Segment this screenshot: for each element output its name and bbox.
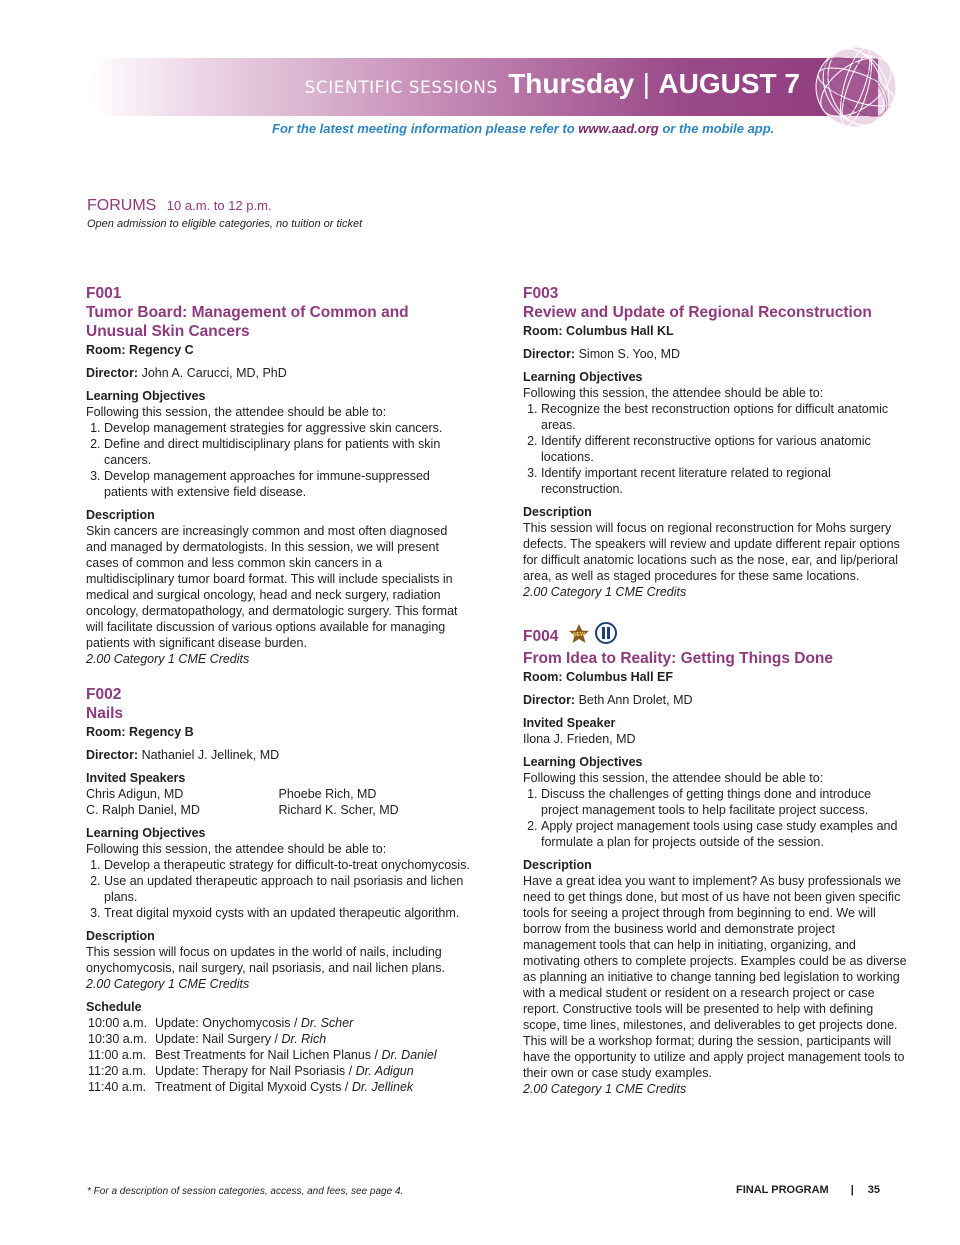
objective-item: 1. Develop a therapeutic strategy for difficult-to-treat onychomycosis. (104, 857, 471, 873)
description-heading: Description (523, 858, 592, 872)
page-number: 35 (867, 1184, 881, 1196)
header-banner (88, 58, 878, 116)
schedule-row: 11:00 a.m. Best Treatments for Nail Lichen Planus / Dr. Daniel (88, 1048, 437, 1062)
schedule-table (88, 1015, 437, 1095)
right-column (523, 284, 908, 1097)
objective-item: 3. Treat digital myxoid cysts with an updated therapeutic algorithm. (104, 905, 471, 921)
meeting-info-line (272, 121, 774, 136)
objectives-intro: Following this session, the attendee should be able to: (86, 405, 387, 419)
objectives-heading: Learning Objectives (523, 755, 643, 769)
objectives-list (86, 420, 471, 500)
new-badge-icon (567, 624, 591, 644)
footer-separator: | (850, 1184, 854, 1196)
objectives-intro: Following this session, the attendee should be able to: (523, 771, 824, 785)
session-director: Director: Nathaniel J. Jellinek, MD (86, 748, 280, 762)
description-heading: Description (86, 508, 155, 522)
date-label: AUGUST 7 (658, 68, 800, 99)
speaker-heading: Invited Speaker (523, 716, 616, 730)
speakers-heading: Invited Speakers (86, 771, 186, 785)
objective-item: 2. Use an updated therapeutic approach to nail psoriasis and lichen plans. (104, 873, 471, 905)
description-heading: Description (86, 929, 155, 943)
schedule-row: 10:30 a.m. Update: Nail Surgery / Dr. Rich (88, 1032, 327, 1046)
session-director: Director: Simon S. Yoo, MD (523, 347, 681, 361)
session-description: Skin cancers are increasingly common and most often diagnosed and managed by dermatologists. In this session, we will present cases of common and less common skin cancers in a multidisciplinary tumor board format. This will include specialists in medical and surgical oncology, head and neck surgery, radiation oncology, dermatopathology, and dermatologic surgery. This format will facilitate discussion of various options available for managing patients with significant disease burden. (86, 524, 458, 650)
info-suffix: or the mobile app. (662, 121, 775, 136)
day-label: Thursday (508, 68, 635, 99)
session-code: F004 (523, 628, 559, 645)
objectives-heading: Learning Objectives (523, 370, 643, 384)
objective-item: 3. Develop management approaches for immune-suppressed patients with extensive field disease. (104, 468, 471, 500)
session-room: Room: Columbus Hall EF (523, 670, 673, 684)
footer-page-info (736, 1184, 880, 1196)
schedule-row: 11:40 a.m. Treatment of Digital Myxoid Cysts / Dr. Jellinek (88, 1080, 414, 1094)
objectives-heading: Learning Objectives (86, 389, 206, 403)
banner-separator: | (642, 68, 650, 99)
session-f004 (523, 622, 908, 1097)
session-description: This session will focus on regional reconstruction for Mohs surgery defects. The speakers will review and update different repair options for difficult anatomic locations such as the nose, ear, and lip/perioral area, as well as staged procedures for these same locations. (523, 521, 900, 583)
session-description: This session will focus on updates in the world of nails, including onychomycosis, nail surgery, nail psoriasis, and nail lichen plans. (86, 945, 445, 975)
speaker-name: Chris Adigun, MD (86, 787, 184, 801)
session-code-row (523, 622, 908, 649)
session-badges (567, 622, 617, 649)
session-credits: 2.00 Category 1 CME Credits (86, 977, 250, 991)
objectives-heading: Learning Objectives (86, 826, 206, 840)
speakers-grid (86, 786, 471, 802)
objective-item: 3. Identify important recent literature related to regional reconstruction. (541, 465, 908, 497)
speaker-name: Ilona J. Frieden, MD (523, 732, 636, 746)
info-prefix: For the latest meeting information please refer to (272, 121, 575, 136)
session-room: Room: Regency B (86, 725, 194, 739)
session-title: Nails (86, 705, 124, 722)
footer-note: * For a description of session categories, access, and fees, see page 4. (87, 1186, 404, 1197)
session-code: F001 (86, 285, 122, 302)
session-room: Room: Columbus Hall KL (523, 324, 674, 338)
scientific-sessions-label: SCIENTIFIC SESSIONS (304, 78, 498, 98)
session-f001 (86, 284, 471, 667)
session-title: From Idea to Reality: Getting Things Done (523, 650, 834, 667)
speaker-name: Phoebe Rich, MD (278, 787, 377, 801)
objectives-list (523, 786, 908, 850)
objective-item: 2. Define and direct multidisciplinary plans for patients with skin cancers. (104, 436, 471, 468)
session-director: Director: John A. Carucci, MD, PhD (86, 366, 287, 380)
session-title: Review and Update of Regional Reconstruction (523, 304, 872, 321)
svg-text:NEW: NEW (572, 632, 585, 638)
session-description: Have a great idea you want to implement? As busy professionals we need to get things done, but most of us have not been given specific tools for seeing a project through from beginning to end. We will borrow from the business world and demonstrate project management tools that can help in initiating, organizing, and motivating others to complete projects. Examples could be as diverse as planning an initiative to change tanning bed legislation to working with a medical student or resident on a research project or case report. Constructive tools will be presented to help with defining scope, time lines, milestones, and deliverables to get projects done. This will be a workshop format; during the session, participants will have the opportunity to utilize and apply project management tools to their own or case study examples. (523, 874, 907, 1080)
speaker-name: C. Ralph Daniel, MD (86, 803, 200, 817)
schedule-row: 11:20 a.m. Update: Therapy for Nail Psoriasis / Dr. Adigun (88, 1064, 414, 1078)
objective-item: 2. Apply project management tools using case study examples and formulate a plan for projects outside of the session. (541, 818, 908, 850)
objectives-list (523, 401, 908, 497)
aad-link[interactable]: www.aad.org (578, 121, 659, 136)
banner-title (305, 68, 800, 100)
speaker-name: Richard K. Scher, MD (278, 803, 399, 817)
session-code: F002 (86, 686, 122, 703)
objective-item: 1. Develop management strategies for aggressive skin cancers. (104, 420, 471, 436)
description-heading: Description (523, 505, 592, 519)
session-title: Tumor Board: Management of Common and Unusual Skin Cancers (86, 304, 409, 340)
session-code: F003 (523, 285, 559, 302)
schedule-row: 10:00 a.m. Update: Onychomycosis / Dr. Scher (88, 1016, 354, 1030)
forums-heading (87, 197, 272, 215)
session-director: Director: Beth Ann Drolet, MD (523, 693, 693, 707)
objectives-intro: Following this session, the attendee should be able to: (86, 842, 387, 856)
info-icon (595, 622, 617, 644)
globe-logo-icon (806, 44, 904, 130)
session-f003 (523, 284, 908, 600)
session-room: Room: Regency C (86, 343, 194, 357)
schedule-heading: Schedule (86, 1000, 142, 1014)
session-credits: 2.00 Category 1 CME Credits (523, 1082, 687, 1096)
left-column (86, 284, 471, 1095)
objectives-list (86, 857, 471, 921)
objective-item: 1. Discuss the challenges of getting things done and introduce project management tools to help facilitate project success. (541, 786, 908, 818)
forums-subtitle: Open admission to eligible categories, no tuition or ticket (87, 218, 363, 230)
footer-program: FINAL PROGRAM (736, 1184, 829, 1196)
session-credits: 2.00 Category 1 CME Credits (86, 652, 250, 666)
forums-title: FORUMS (87, 197, 157, 214)
forums-time: 10 a.m. to 12 p.m. (166, 198, 272, 213)
session-credits: 2.00 Category 1 CME Credits (523, 585, 687, 599)
objective-item: 1. Recognize the best reconstruction options for difficult anatomic areas. (541, 401, 908, 433)
objective-item: 2. Identify different reconstructive options for various anatomic locations. (541, 433, 908, 465)
session-f002 (86, 685, 471, 1095)
objectives-intro: Following this session, the attendee should be able to: (523, 386, 824, 400)
speakers-grid (86, 802, 471, 818)
